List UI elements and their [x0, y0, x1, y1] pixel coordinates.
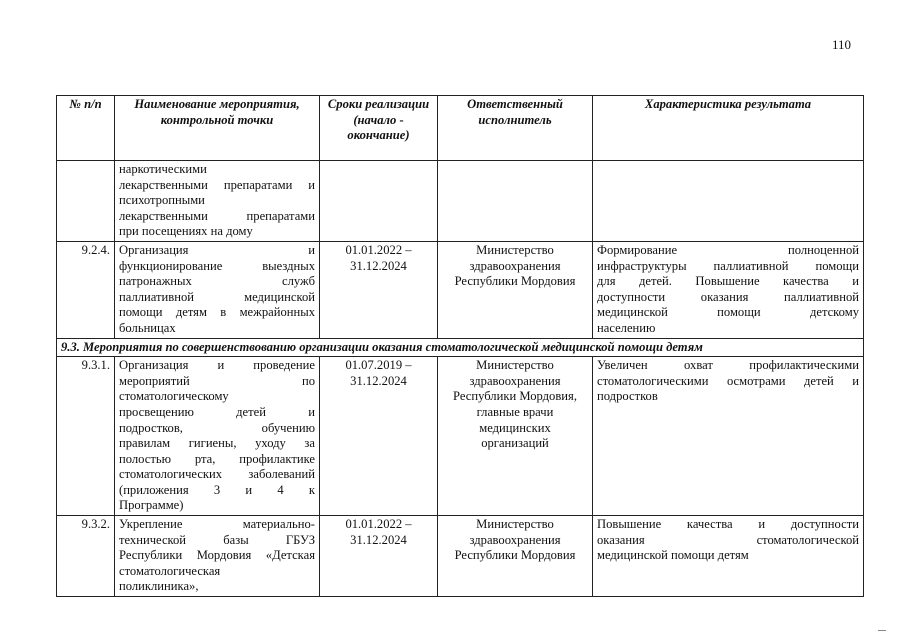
text-line: патронажных служб	[119, 274, 315, 289]
text-line: правилам гигиены, уходу за	[119, 436, 315, 451]
cell-result	[593, 357, 864, 516]
date-start: 01.01.2022 –	[345, 242, 412, 257]
text-line: организаций	[481, 436, 549, 451]
cell-name	[115, 516, 320, 597]
section-title: 9.3. Мероприятия по совершенствованию организации оказания стоматологической медицинской помощи детям	[57, 338, 864, 357]
page-number: 110	[832, 37, 852, 52]
text-line: Республики Мордовия	[454, 274, 576, 289]
cell-dates	[320, 241, 438, 338]
text-line: для детей. Повышение качества и	[597, 274, 859, 289]
text-line: стоматологическому	[119, 389, 229, 404]
cell-name	[115, 241, 320, 338]
text-line: просвещению детей и	[119, 404, 315, 419]
text-line: Повышение качества и доступности	[597, 517, 859, 532]
cell-dates	[320, 516, 438, 597]
text-line: Министерство	[476, 242, 554, 257]
table-row-9-3-2	[57, 516, 864, 597]
date-end: 31.12.2024	[350, 532, 407, 547]
text-line: больницах	[119, 320, 176, 335]
cell-responsible	[438, 241, 593, 338]
text-line: психотропными	[119, 193, 205, 208]
table-row-9-3-1	[57, 357, 864, 516]
text-line: стоматологическая	[119, 563, 221, 578]
text-line: здравоохранения	[469, 258, 561, 273]
text-line: инфраструктуры паллиативной помощи	[597, 258, 859, 273]
header-dates: Сроки реализации (начало - окончание)	[320, 96, 438, 161]
text-line: Организация и	[119, 242, 315, 257]
text-line: (приложения 3 и 4 к	[119, 482, 315, 497]
text-line: стоматологических заболеваний	[119, 467, 315, 482]
text-line: доступности оказания паллиативной	[597, 289, 859, 304]
text-line: лекарственными препаратами	[119, 208, 315, 223]
text-line: лекарственными препаратами и	[119, 177, 315, 192]
section-row-9-3	[57, 338, 864, 357]
date-end: 31.12.2024	[350, 373, 407, 388]
text-line: населению	[597, 320, 656, 335]
header-name: Наименование мероприятия, контрольной точки	[115, 96, 320, 161]
measures-table	[56, 95, 864, 597]
text-line: Формирование полноценной	[597, 242, 859, 257]
date-start: 01.07.2019 –	[345, 358, 412, 373]
text-line: оказания стоматологической	[597, 532, 859, 547]
header-responsible: Ответственный исполнитель	[438, 96, 593, 161]
text-line: здравоохранения	[469, 532, 561, 547]
text-line: подростков	[597, 389, 658, 404]
date-end: 31.12.2024	[350, 258, 407, 273]
text-line: здравоохранения	[469, 373, 561, 388]
text-line: Республики Мордовия,	[453, 389, 577, 404]
text-line: помощи детям в межрайонных	[119, 305, 315, 320]
text-line: наркотическими	[119, 162, 207, 176]
text-line: Укрепление материально-	[119, 517, 315, 532]
text-line: подростков, обучению	[119, 420, 315, 435]
date-start: 01.01.2022 –	[345, 517, 412, 532]
text-line: стоматологическими осмотрами детей и	[597, 373, 859, 388]
text-line: Министерство	[476, 517, 554, 532]
text-line: медицинской помощи детям	[597, 548, 749, 563]
cell-num	[57, 161, 115, 242]
text-line: Республики Мордовия «Детская	[119, 548, 315, 563]
cell-num: 9.3.2.	[57, 516, 115, 597]
text-line: технической базы ГБУЗ	[119, 532, 315, 547]
header-result: Характеристика результата	[593, 96, 864, 161]
text-line: медицинской помощи детскому	[597, 305, 859, 320]
cell-num: 9.2.4.	[57, 241, 115, 338]
text-line: Организация и проведение	[119, 358, 315, 373]
text-line: Увеличен охват профилактическими	[597, 358, 859, 373]
cell-responsible	[438, 516, 593, 597]
cell-responsible	[438, 161, 593, 242]
text-line: функционирование выездных	[119, 258, 315, 273]
cell-name	[115, 161, 320, 242]
text-line: Министерство	[476, 358, 554, 373]
text-line: Республики Мордовия	[454, 548, 576, 563]
cell-name	[115, 357, 320, 516]
text-line: паллиативной медицинской	[119, 289, 315, 304]
text-line: главные врачи	[476, 404, 554, 419]
cell-responsible	[438, 357, 593, 516]
cell-dates	[320, 161, 438, 242]
cell-dates	[320, 357, 438, 516]
cell-result	[593, 241, 864, 338]
cell-num: 9.3.1.	[57, 357, 115, 516]
text-line: медицинских	[479, 420, 551, 435]
text-line: поликлиника»,	[119, 579, 199, 594]
table-header-row	[57, 96, 864, 161]
header-num: № п/п	[57, 96, 115, 161]
cell-result	[593, 516, 864, 597]
text-line: Программе)	[119, 498, 184, 513]
text-line: полостью рта, профилактике	[119, 451, 315, 466]
text-line: мероприятий по	[119, 373, 315, 388]
table-row-9-2-4	[57, 241, 864, 338]
cell-result	[593, 161, 864, 242]
text-line: при посещениях на дому	[119, 224, 253, 239]
table-row-continuation	[57, 161, 864, 242]
scan-mark	[878, 630, 886, 631]
